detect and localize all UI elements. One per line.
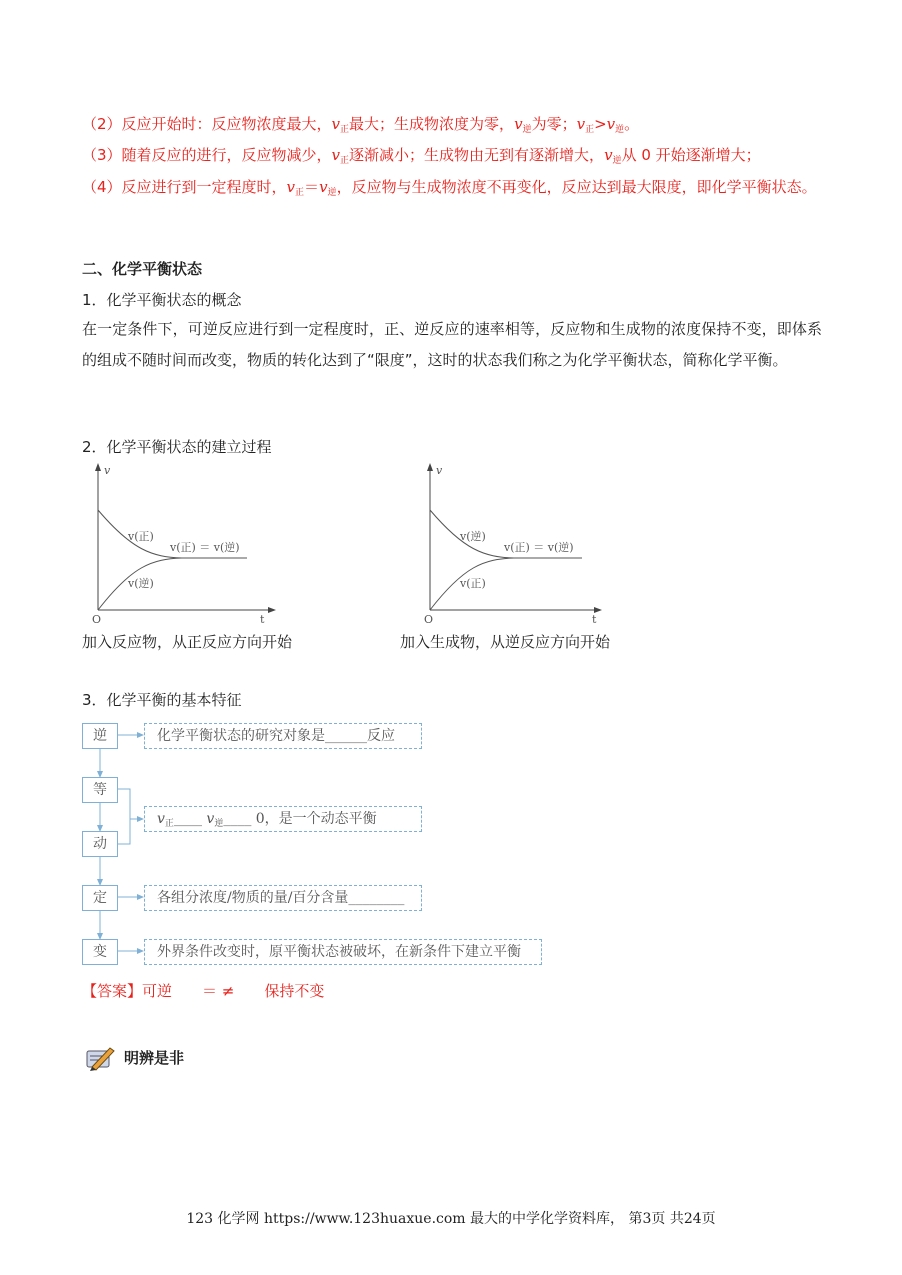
section3-heading: 明辨是非 xyxy=(124,1049,185,1067)
graph1-origin: O xyxy=(92,613,102,626)
graph1-upper-label: v(正) xyxy=(128,530,154,543)
feature-desc-reversible: 化学平衡状态的研究对象是______反应 xyxy=(144,723,422,749)
graph2-equal-label: v(正) ＝ v(逆) xyxy=(504,541,574,554)
features-connectors xyxy=(82,720,552,970)
intro-paragraph-3: （3）随着反应的进行，反应物减少，$v_正$逐渐减小；生成物由无到有逐渐增大，$v_逆$从 0 开始逐渐增大； xyxy=(82,146,761,166)
graph1-caption: 加入反应物，从正反应方向开始 xyxy=(82,633,293,651)
feature-key-dynamic: 动 xyxy=(82,831,118,857)
answer-text: 可逆 ＝ ≠ 保持不变 xyxy=(142,982,325,1000)
intro-paragraph-4: （4）反应进行到一定程度时，$v_正=v_逆$，反应物与生成物浓度不再变化，反应达到最大限度，即化学平衡状态。 xyxy=(82,178,817,198)
feature-key-equal: 等 xyxy=(82,777,118,803)
section-heading: 二、化学平衡状态 xyxy=(82,260,203,278)
graph1-lower-label: v(逆) xyxy=(128,577,154,590)
answer-label: 【答案】 xyxy=(82,982,143,1000)
graph1-y-label: v xyxy=(104,464,111,477)
answer xyxy=(82,981,324,1001)
graph2-y-label: v xyxy=(436,464,443,477)
intro-paragraph-2: （2）反应开始时：反应物浓度最大，$v_正$最大；生成物浓度为零，$v_逆$为零；$v_正>v_逆$。 xyxy=(82,115,640,135)
item1-title: 1．化学平衡状态的概念 xyxy=(82,291,242,309)
feature-desc-constant: 各组分浓度/物质的量/百分含量________ xyxy=(144,885,422,911)
feature-key-reversible: 逆 xyxy=(82,723,118,749)
item2-title: 2．化学平衡状态的建立过程 xyxy=(82,438,272,456)
graph1-equal-label: v(正) ＝ v(逆) xyxy=(170,541,240,554)
graph-reverse xyxy=(414,460,614,630)
graph2-origin: O xyxy=(424,613,434,626)
pen-notebook-icon xyxy=(86,1045,116,1071)
graph2-upper-label: v(逆) xyxy=(460,530,486,543)
item3-title: 3．化学平衡的基本特征 xyxy=(82,691,242,709)
graph2-caption: 加入生成物，从逆反应方向开始 xyxy=(400,633,611,651)
feature-key-constant: 定 xyxy=(82,885,118,911)
feature-desc-dynamic: $v_正\_\_\_\_$ $v_逆\_\_\_\_$ 0，是一个动态平衡 xyxy=(144,806,422,832)
feature-desc-change: 外界条件改变时，原平衡状态被破坏，在新条件下建立平衡 xyxy=(144,939,542,965)
item1-text: 在一定条件下，可逆反应进行到一定程度时，正、逆反应的速率相等，反应物和生成物的浓度保持不变，即体系的组成不随时间而改变，物质的转化达到了“限度”，这时的状态我们称之为化学平衡状态，简称化学平衡。 xyxy=(82,320,822,369)
page-footer: 123 化学网 https://www.123huaxue.com 最大的中学化学资料库， 第3页 共24页 xyxy=(186,1211,716,1227)
graph2-lower-label: v(正) xyxy=(460,577,486,590)
graph2-x-label: t xyxy=(592,613,597,626)
graph-forward xyxy=(82,460,282,630)
graph1-x-label: t xyxy=(260,613,265,626)
feature-key-change: 变 xyxy=(82,939,118,965)
